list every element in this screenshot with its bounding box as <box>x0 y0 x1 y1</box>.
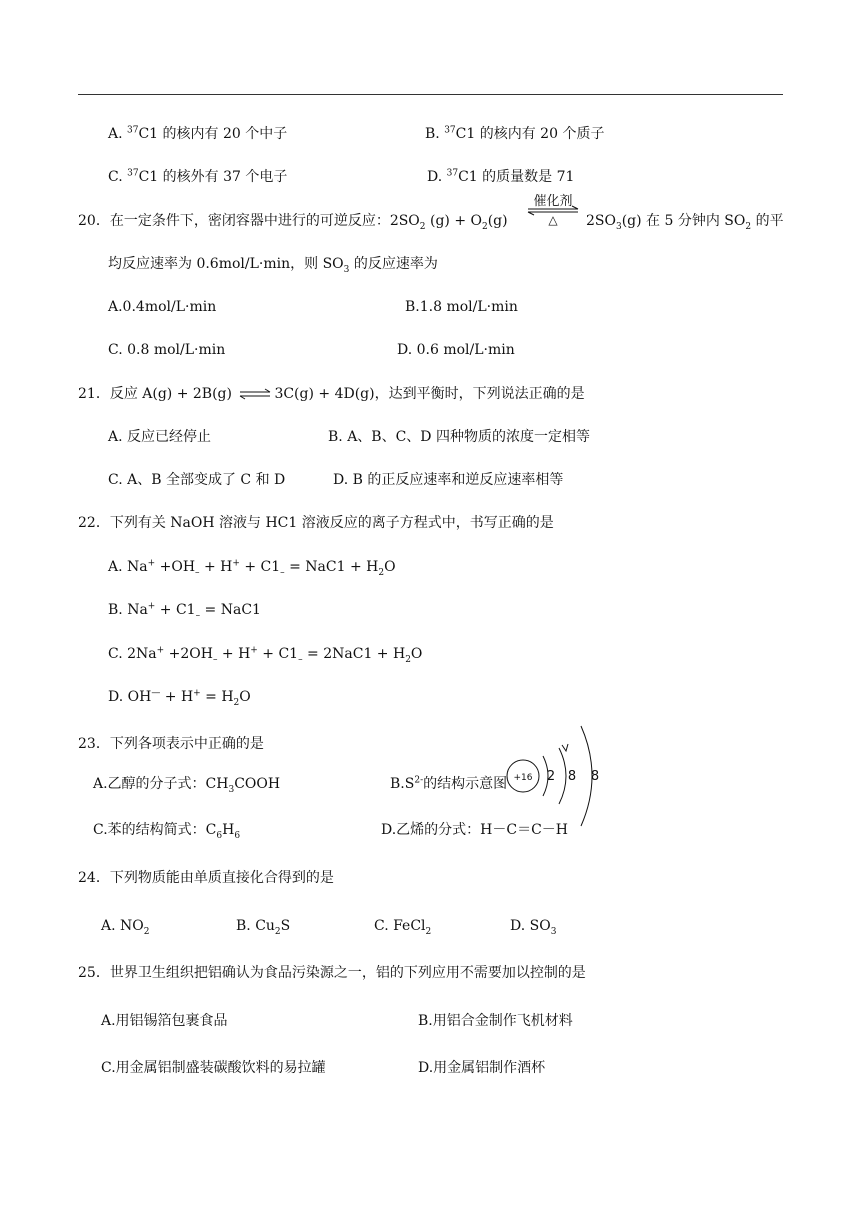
q21-option-b: B. A、B、C、D 四种物质的浓度一定相等 <box>328 429 590 445</box>
q23-option-d: D.乙烯的分式：H－C＝C－H <box>381 822 569 838</box>
reversible-catalyst-arrow <box>524 193 582 227</box>
q24-option-d: D. $SO_3$ <box>510 918 557 937</box>
q22-option-d: D. $OH^— + H^+ = H_2O$ <box>108 688 251 708</box>
q22-option-b: B. $Na^+ + C1_- = NaC1$ <box>108 601 261 621</box>
q23-option-c: C.苯的结构简式：$C_6H_6$ <box>93 822 241 841</box>
q19-option-d: D. $^{37}$C1 的质量数是 71 <box>427 168 575 185</box>
q23-stem: 23．下列各项表示中正确的是 <box>78 736 264 752</box>
q25-option-b: B.用铝合金制作飞机材料 <box>418 1013 573 1029</box>
q22-stem: 22．下列有关 NaOH 溶液与 HC1 溶液反应的离子方程式中，书写正确的是 <box>78 515 554 531</box>
q22-option-a: A. $Na^+ +OH_- + H^+ + C1_- = NaC1 + H_2O$ <box>108 558 396 578</box>
q19-option-a: A. $^{37}$C1 的核内有 20 个中子 <box>108 125 288 142</box>
q24-option-b: B. $Cu_2S$ <box>236 918 291 937</box>
q21-option-a: A. 反应已经停止 <box>108 429 212 445</box>
heat-symbol: △ <box>548 213 558 227</box>
q22-option-c: C. $2Na^+ +2OH_- + H^+ + C1_- = 2NaC1 + H_2O$ <box>108 645 423 665</box>
equilibrium-arrow-icon <box>238 388 272 400</box>
header-rule <box>78 94 783 95</box>
q24-stem: 24．下列物质能由单质直接化合得到的是 <box>78 870 334 886</box>
q21-option-c: C. A、B 全部变成了 C 和 D <box>108 472 286 488</box>
q25-stem: 25．世界卫生组织把铝确认为食品污染源之一，铝的下列应用不需要加以控制的是 <box>78 965 586 981</box>
q21-stem: 21．反应 A(g) + 2B(g) 3C(g) + 4D(g)，达到平衡时，下列说法正确的是 <box>78 386 585 402</box>
shell-1-electrons: 2 <box>546 769 556 784</box>
q23-option-b: $B.S^{2-}$的结构示意图 <box>390 775 508 792</box>
q20-option-b: B.1.8 mol/L·min <box>405 299 518 315</box>
q23-option-a: A.乙醇的分子式：$CH_3COOH$ <box>93 776 281 795</box>
q20-option-a: A.0.4mol/L·min <box>108 299 217 315</box>
q24-option-c: C. FeCl$_2$ <box>374 918 432 937</box>
q19-option-c: C. $^{37}$C1 的核外有 37 个电子 <box>108 168 288 185</box>
q25-option-c: C.用金属铝制盛装碳酸饮料的易拉罐 <box>101 1060 326 1076</box>
q25-option-a: A.用铝锡箔包裹食品 <box>101 1013 228 1029</box>
q19-option-b: B. $^{37}$C1 的核内有 20 个质子 <box>425 125 605 142</box>
q24-option-a: A. $NO_2$ <box>101 918 150 937</box>
q20-option-c: C. 0.8 mol/L·min <box>108 342 226 358</box>
q20-stem-part2: $2SO_3(g)$ 在 5 分钟内 $SO_2$ 的平 <box>586 213 784 232</box>
nucleus-charge-label: +16 <box>513 773 533 783</box>
q25-option-d: D.用金属铝制作酒杯 <box>418 1060 546 1076</box>
sulfide-ion-structure-diagram <box>503 722 607 832</box>
catalyst-label: 催化剂 <box>533 194 573 209</box>
q20-option-d: D. 0.6 mol/L·min <box>397 342 515 358</box>
shell-3-electrons: 8 <box>590 769 600 784</box>
shell-2-electrons: 8 <box>567 769 577 784</box>
q20-stem-part1: 20．在一定条件下，密闭容器中进行的可逆反应：$2SO_2$ $(g) + O_2(g)$ <box>78 213 508 232</box>
q20-stem-line2: 均反应速率为 0.6mol/L·min，则 $SO_3$ 的反应速率为 <box>108 256 438 275</box>
q21-option-d: D. B 的正反应速率和逆反应速率相等 <box>333 472 564 488</box>
